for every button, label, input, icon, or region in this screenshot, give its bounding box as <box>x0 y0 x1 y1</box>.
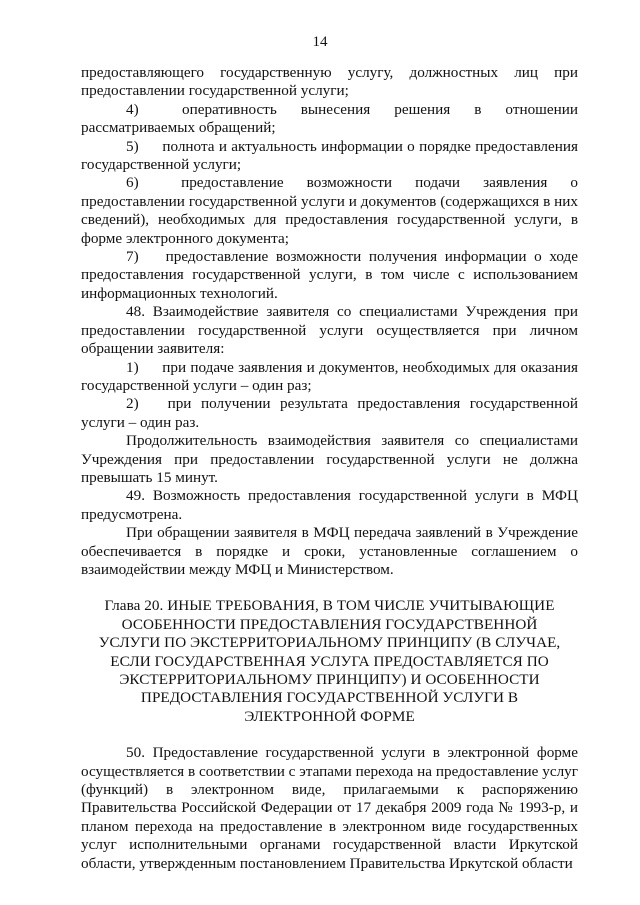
paragraph-49: 49. Возможность предоставления государственной услуги в МФЦ предусмотрена. <box>81 487 578 523</box>
list-item <box>81 248 578 303</box>
list-item-text: при получении результата предоставления государственной услуги – один раз. <box>81 395 578 431</box>
paragraph-continuation: предоставляющего государственную услугу, должностных лиц при предоставлении государственной услуги; <box>81 64 578 100</box>
list-item <box>81 359 578 396</box>
list-item-text: при подаче заявления и документов, необходимых для оказания государственной услуги – один раз; <box>81 358 578 394</box>
list-item-text: оперативность вынесения решения в отношении рассматриваемых обращений; <box>81 100 579 137</box>
paragraph-duration: Продолжительность взаимодействия заявителя со специалистами Учреждения при предоставлении государственной услуги не должна превышать 15 минут. <box>81 432 578 486</box>
list-item-text: полнота и актуальность информации о порядке предоставления государственной услуги; <box>81 137 578 174</box>
list-item <box>81 101 578 138</box>
list-item-text: предоставление возможности подачи заявления о предоставлении государственной услуги и документов (содержащихся в них сведений), необходимых для предоставления государственной услуги, в форме электронного документа; <box>81 174 578 247</box>
paragraph-50: 50. Предоставление государственной услуги в электронной форме осуществляется в соответствии с этапами перехода на предоставление услуг (функций) в электронном виде, прилагаемыми к распоряжению Правительства Российской Федерации от 17 декабря 2009 года № 1993-р, и планом перехода на предоставление в электронном виде государственных услуг исполнительными органами государственной власти Иркутской области, утвержденным постановлением Правительства Иркутской области <box>81 744 578 872</box>
page-number: 14 <box>312 34 328 50</box>
paragraph-48: 48. Взаимодействие заявителя со специалистами Учреждения при предоставлении государственной услуги осуществляется при личном обращении заявителя: <box>81 303 578 358</box>
list-item-text: предоставление возможности получения информации о ходе предоставления государственной услуги, в том числе с использованием информационных технологий. <box>81 248 578 302</box>
list-item <box>81 395 578 432</box>
list-item-number: 7) <box>126 248 139 266</box>
list-item-number: 2) <box>126 395 139 413</box>
list-item-number: 5) <box>126 137 139 155</box>
document-body <box>81 64 578 873</box>
list-item <box>81 138 578 175</box>
chapter-heading: Глава 20. ИНЫЕ ТРЕБОВАНИЯ, В ТОМ ЧИСЛЕ УЧИТЫВАЮЩИЕ ОСОБЕННОСТИ ПРЕДОСТАВЛЕНИЯ ГОСУДАРСТВЕННОЙ УСЛУГИ ПО ЭКСТЕРРИТОРИАЛЬНОМУ ПРИНЦИПУ (В СЛУЧАЕ, ЕСЛИ ГОСУДАРСТВЕННАЯ УСЛУГА ПРЕДОСТАВЛЯЕТСЯ ПО ЭКСТЕРРИТОРИАЛЬНОМУ ПРИНЦИПУ) И ОСОБЕННОСТИ ПРЕДОСТАВЛЕНИЯ ГОСУДАРСТВЕННОЙ УСЛУГИ В ЭЛЕКТРОННОЙ ФОРМЕ <box>98 597 561 725</box>
list-item-number: 6) <box>126 174 139 192</box>
list-item-number: 4) <box>126 100 139 118</box>
list-item-number: 1) <box>126 358 139 376</box>
list-item <box>81 174 578 248</box>
paragraph-mfc: При обращении заявителя в МФЦ передача заявлений в Учреждение обеспечивается в порядке и сроки, установленные соглашением о взаимодействии между МФЦ и Министерством. <box>81 524 578 578</box>
